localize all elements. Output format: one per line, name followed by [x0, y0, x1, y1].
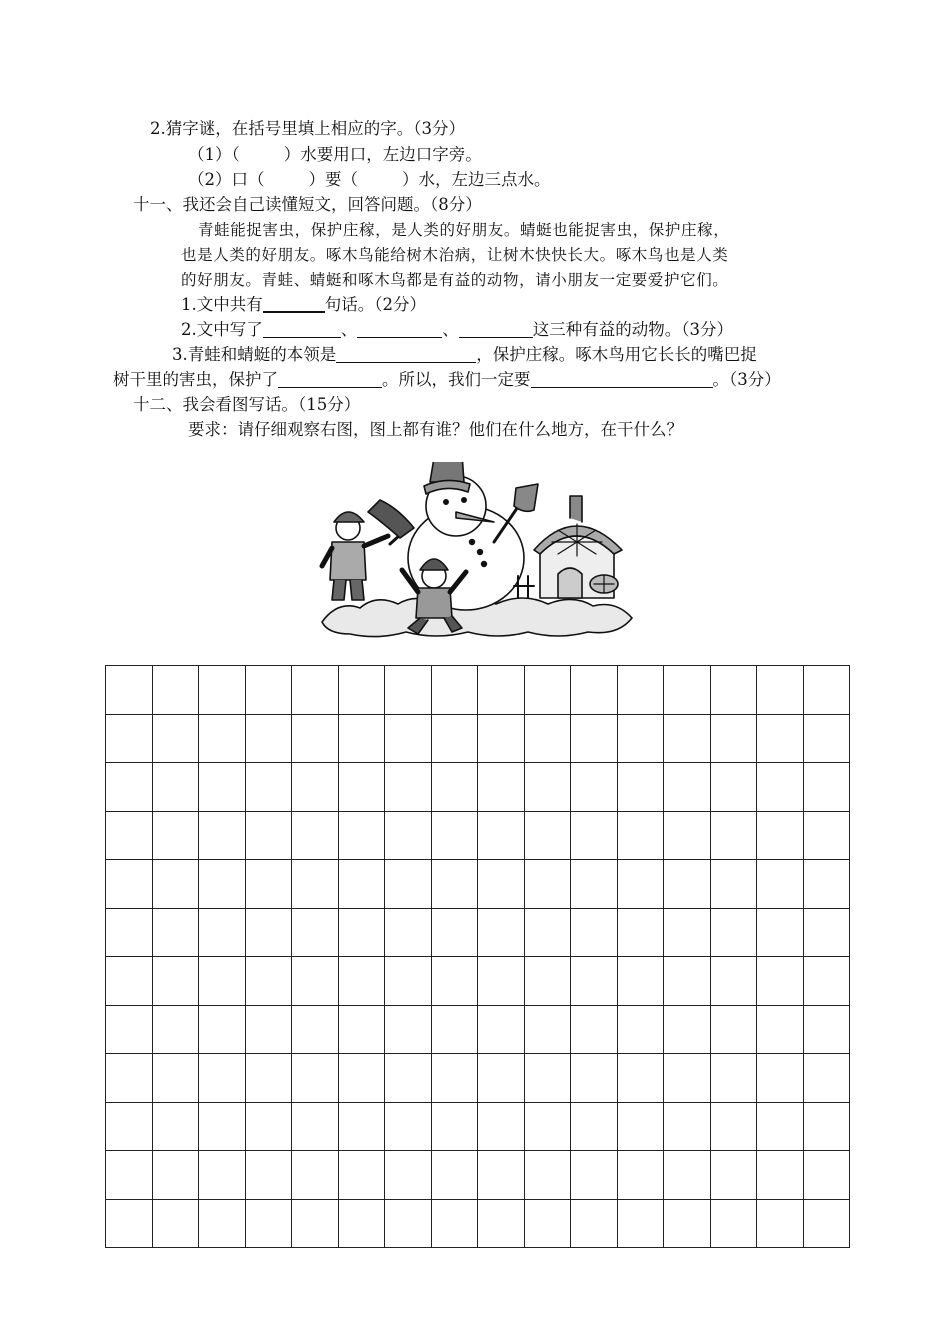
- grid-cell[interactable]: [431, 666, 478, 715]
- grid-cell[interactable]: [152, 666, 199, 715]
- grid-cell[interactable]: [478, 1005, 525, 1054]
- grid-cell[interactable]: [385, 714, 432, 763]
- grid-cell[interactable]: [757, 908, 804, 957]
- grid-cell[interactable]: [245, 1005, 292, 1054]
- grid-cell[interactable]: [431, 714, 478, 763]
- grid-cell[interactable]: [803, 957, 850, 1006]
- q11-2-start: 2.文中写了: [181, 320, 263, 339]
- grid-cell[interactable]: [617, 860, 664, 909]
- grid-cell[interactable]: [385, 957, 432, 1006]
- grid-cell[interactable]: [524, 666, 571, 715]
- grid-cell[interactable]: [710, 1151, 757, 1200]
- grid-cell[interactable]: [152, 714, 199, 763]
- grid-cell[interactable]: [199, 1005, 246, 1054]
- grid-cell[interactable]: [803, 860, 850, 909]
- grid-cell[interactable]: [106, 1199, 153, 1248]
- grid-cell[interactable]: [385, 908, 432, 957]
- grid-cell[interactable]: [106, 957, 153, 1006]
- grid-cell[interactable]: [524, 957, 571, 1006]
- grid-cell[interactable]: [803, 763, 850, 812]
- grid-cell[interactable]: [431, 1151, 478, 1200]
- grid-cell[interactable]: [803, 1005, 850, 1054]
- question-11-3-line-2: [113, 369, 781, 391]
- grid-cell[interactable]: [292, 811, 339, 860]
- passage-line-3: 的好朋友。青蛙、蜻蜓和啄木鸟都是有益的动物，请小朋友一定要爱护它们。: [181, 271, 729, 289]
- grid-cell[interactable]: [152, 1054, 199, 1103]
- section-11-title: 十一、我还会自己读懂短文，回答问题。（8分）: [133, 195, 482, 214]
- grid-row: [106, 1199, 850, 1248]
- grid-cell[interactable]: [571, 763, 618, 812]
- grid-cell[interactable]: [385, 1102, 432, 1151]
- grid-cell[interactable]: [385, 666, 432, 715]
- grid-cell[interactable]: [292, 666, 339, 715]
- grid-cell[interactable]: [617, 666, 664, 715]
- grid-cell[interactable]: [338, 1102, 385, 1151]
- grid-cell[interactable]: [478, 908, 525, 957]
- grid-cell[interactable]: [571, 908, 618, 957]
- protect-blank[interactable]: [278, 371, 382, 388]
- snowman-children-house-illustration: [318, 462, 636, 642]
- grid-cell[interactable]: [245, 1102, 292, 1151]
- grid-cell[interactable]: [292, 1151, 339, 1200]
- grid-cell[interactable]: [152, 957, 199, 1006]
- grid-cell[interactable]: [524, 714, 571, 763]
- grid-cell[interactable]: [292, 860, 339, 909]
- q11-2-end: 这三种有益的动物。（3分）: [532, 320, 733, 339]
- passage-line-2: 也是人类的好朋友。啄木鸟能给树木治病，让树木快快长大。啄木鸟也是人类: [181, 246, 729, 264]
- grid-cell[interactable]: [106, 763, 153, 812]
- grid-cell[interactable]: [245, 1199, 292, 1248]
- grid-cell[interactable]: [431, 1054, 478, 1103]
- section-12-title: 十二、我会看图写话。（15分）: [133, 395, 361, 414]
- grid-cell[interactable]: [524, 908, 571, 957]
- grid-cell[interactable]: [292, 763, 339, 812]
- grid-cell[interactable]: [431, 908, 478, 957]
- grid-cell[interactable]: [664, 957, 711, 1006]
- grid-cell[interactable]: [478, 714, 525, 763]
- grid-cell[interactable]: [199, 908, 246, 957]
- grid-cell[interactable]: [617, 957, 664, 1006]
- grid-cell[interactable]: [338, 763, 385, 812]
- must-blank[interactable]: [531, 371, 713, 388]
- grid-row: [106, 714, 850, 763]
- grid-cell[interactable]: [803, 811, 850, 860]
- grid-cell[interactable]: [757, 1005, 804, 1054]
- grid-cell[interactable]: [664, 666, 711, 715]
- grid-cell[interactable]: [617, 811, 664, 860]
- grid-cell[interactable]: [664, 1151, 711, 1200]
- grid-cell[interactable]: [431, 957, 478, 1006]
- grid-cell[interactable]: [617, 763, 664, 812]
- grid-cell[interactable]: [710, 763, 757, 812]
- grid-cell[interactable]: [664, 908, 711, 957]
- grid-cell[interactable]: [571, 666, 618, 715]
- writing-requirement: 要求：请仔细观察右图，图上都有谁？他们在什么地方，在干什么？: [188, 420, 683, 439]
- grid-cell[interactable]: [338, 860, 385, 909]
- grid-cell[interactable]: [710, 860, 757, 909]
- animal-blank-2[interactable]: [357, 321, 442, 338]
- grid-cell[interactable]: [245, 763, 292, 812]
- grid-cell[interactable]: [757, 714, 804, 763]
- grid-cell[interactable]: [152, 763, 199, 812]
- riddle-2-start: （2）口（: [188, 170, 265, 189]
- grid-cell[interactable]: [664, 1102, 711, 1151]
- grid-cell[interactable]: [757, 957, 804, 1006]
- grid-cell[interactable]: [664, 763, 711, 812]
- grid-cell[interactable]: [338, 1005, 385, 1054]
- grid-cell[interactable]: [106, 714, 153, 763]
- q11-1-end: 句话。（2分）: [324, 295, 426, 314]
- q11-1-start: 1.文中共有: [181, 295, 263, 314]
- grid-cell[interactable]: [664, 1005, 711, 1054]
- grid-cell[interactable]: [152, 860, 199, 909]
- grid-row: [106, 908, 850, 957]
- grid-cell[interactable]: [617, 1151, 664, 1200]
- grid-cell[interactable]: [757, 1102, 804, 1151]
- grid-cell[interactable]: [292, 1199, 339, 1248]
- grid-cell[interactable]: [710, 1199, 757, 1248]
- grid-cell[interactable]: [478, 763, 525, 812]
- skill-blank[interactable]: [336, 346, 476, 363]
- grid-cell[interactable]: [571, 860, 618, 909]
- grid-cell[interactable]: [571, 1102, 618, 1151]
- grid-cell[interactable]: [524, 763, 571, 812]
- grid-cell[interactable]: [152, 1151, 199, 1200]
- grid-cell[interactable]: [524, 1151, 571, 1200]
- grid-cell[interactable]: [803, 666, 850, 715]
- riddle-1: [188, 144, 482, 166]
- grid-cell[interactable]: [478, 1199, 525, 1248]
- grid-row: [106, 1151, 850, 1200]
- grid-cell[interactable]: [710, 1005, 757, 1054]
- grid-row: [106, 957, 850, 1006]
- grid-cell[interactable]: [571, 957, 618, 1006]
- grid-cell[interactable]: [571, 1151, 618, 1200]
- grid-cell[interactable]: [199, 763, 246, 812]
- grid-cell[interactable]: [292, 908, 339, 957]
- grid-cell[interactable]: [617, 1102, 664, 1151]
- grid-cell[interactable]: [617, 908, 664, 957]
- grid-cell[interactable]: [199, 1199, 246, 1248]
- passage-line-1: 青蛙能捉害虫，保护庄稼，是人类的好朋友。蜻蜓也能捉害虫，保护庄稼，: [198, 221, 730, 239]
- grid-cell[interactable]: [803, 908, 850, 957]
- grid-cell[interactable]: [292, 714, 339, 763]
- separator-2: 、: [442, 320, 459, 339]
- grid-cell[interactable]: [757, 1054, 804, 1103]
- grid-cell[interactable]: [106, 1005, 153, 1054]
- grid-cell[interactable]: [431, 860, 478, 909]
- grid-cell[interactable]: [803, 1102, 850, 1151]
- grid-cell[interactable]: [431, 763, 478, 812]
- grid-cell[interactable]: [199, 811, 246, 860]
- grid-cell[interactable]: [431, 1102, 478, 1151]
- grid-cell[interactable]: [617, 1005, 664, 1054]
- grid-cell[interactable]: [710, 714, 757, 763]
- grid-cell[interactable]: [431, 1005, 478, 1054]
- grid-cell[interactable]: [617, 1054, 664, 1103]
- separator-1: 、: [340, 320, 358, 339]
- grid-cell[interactable]: [199, 860, 246, 909]
- question-11-1: [181, 294, 426, 316]
- grid-cell[interactable]: [199, 1102, 246, 1151]
- grid-row: [106, 1054, 850, 1103]
- grid-cell[interactable]: [245, 666, 292, 715]
- grid-cell[interactable]: [524, 811, 571, 860]
- grid-cell[interactable]: [757, 763, 804, 812]
- grid-cell[interactable]: [385, 1005, 432, 1054]
- grid-cell[interactable]: [524, 1102, 571, 1151]
- question-11-3-line-1: [172, 344, 757, 366]
- grid-cell[interactable]: [710, 1102, 757, 1151]
- grid-cell[interactable]: [431, 811, 478, 860]
- grid-cell[interactable]: [571, 714, 618, 763]
- grid-cell[interactable]: [152, 908, 199, 957]
- grid-cell[interactable]: [245, 908, 292, 957]
- grid-cell[interactable]: [431, 1199, 478, 1248]
- grid-cell[interactable]: [292, 1102, 339, 1151]
- grid-cell[interactable]: [245, 957, 292, 1006]
- animal-blank-3[interactable]: [459, 321, 533, 338]
- grid-cell[interactable]: [710, 811, 757, 860]
- grid-row: [106, 1005, 850, 1054]
- grid-row: [106, 860, 850, 909]
- grid-cell[interactable]: [338, 908, 385, 957]
- grid-cell[interactable]: [199, 1054, 246, 1103]
- grid-cell[interactable]: [664, 860, 711, 909]
- grid-cell[interactable]: [245, 811, 292, 860]
- grid-cell[interactable]: [245, 1054, 292, 1103]
- grid-row: [106, 763, 850, 812]
- grid-cell[interactable]: [106, 860, 153, 909]
- grid-cell[interactable]: [292, 957, 339, 1006]
- grid-cell[interactable]: [803, 1199, 850, 1248]
- grid-cell[interactable]: [199, 1151, 246, 1200]
- grid-cell[interactable]: [617, 714, 664, 763]
- grid-cell[interactable]: [385, 1199, 432, 1248]
- question-2-title: 2.猜字谜，在括号里填上相应的字。（3分）: [150, 119, 465, 138]
- riddle-2-end: ）水，左边三点水。: [402, 170, 551, 189]
- grid-cell[interactable]: [710, 666, 757, 715]
- grid-cell[interactable]: [803, 1054, 850, 1103]
- grid-cell[interactable]: [664, 714, 711, 763]
- sentence-count-blank[interactable]: [263, 295, 325, 313]
- riddle-1-start: （1）（: [188, 145, 240, 164]
- grid-cell[interactable]: [152, 1199, 199, 1248]
- grid-cell[interactable]: [524, 1199, 571, 1248]
- grid-cell[interactable]: [245, 1151, 292, 1200]
- grid-cell[interactable]: [106, 908, 153, 957]
- grid-cell[interactable]: [478, 957, 525, 1006]
- riddle-2: [188, 169, 551, 191]
- q11-3-start: 3.青蛙和蜻蜓的本领是: [172, 345, 337, 364]
- grid-cell[interactable]: [757, 811, 804, 860]
- writing-grid: [105, 665, 850, 1248]
- riddle-2-middle: ）要（: [308, 170, 358, 189]
- grid-row: [106, 811, 850, 860]
- grid-cell[interactable]: [245, 714, 292, 763]
- grid-cell[interactable]: [106, 1151, 153, 1200]
- grid-cell[interactable]: [571, 811, 618, 860]
- grid-cell[interactable]: [245, 860, 292, 909]
- grid-cell[interactable]: [571, 1199, 618, 1248]
- q11-3-end: 。（3分）: [712, 370, 781, 389]
- grid-cell[interactable]: [664, 1054, 711, 1103]
- grid-cell[interactable]: [338, 666, 385, 715]
- grid-cell[interactable]: [617, 1199, 664, 1248]
- grid-cell[interactable]: [524, 1005, 571, 1054]
- riddle-1-end: ）水要用口，左边口字旁。: [283, 145, 482, 164]
- grid-cell[interactable]: [757, 1199, 804, 1248]
- grid-row: [106, 1102, 850, 1151]
- grid-cell[interactable]: [152, 811, 199, 860]
- grid-cell[interactable]: [710, 957, 757, 1006]
- grid-cell[interactable]: [478, 666, 525, 715]
- grid-cell[interactable]: [757, 860, 804, 909]
- grid-row: [106, 666, 850, 715]
- grid-cell[interactable]: [478, 811, 525, 860]
- grid-cell[interactable]: [106, 811, 153, 860]
- grid-cell[interactable]: [338, 1199, 385, 1248]
- animal-blank-1[interactable]: [263, 321, 341, 338]
- grid-cell[interactable]: [478, 1054, 525, 1103]
- q11-3-cont: 树干里的害虫，保护了: [113, 370, 278, 389]
- grid-cell[interactable]: [199, 957, 246, 1006]
- grid-cell[interactable]: [803, 1151, 850, 1200]
- grid-cell[interactable]: [152, 1005, 199, 1054]
- grid-cell[interactable]: [524, 860, 571, 909]
- grid-cell[interactable]: [757, 1151, 804, 1200]
- grid-cell[interactable]: [524, 1054, 571, 1103]
- grid-cell[interactable]: [385, 1151, 432, 1200]
- grid-cell[interactable]: [710, 1054, 757, 1103]
- q11-3-so: 。所以，我们一定要: [382, 370, 531, 389]
- grid-cell[interactable]: [571, 1054, 618, 1103]
- grid-cell[interactable]: [478, 1151, 525, 1200]
- grid-cell[interactable]: [478, 860, 525, 909]
- question-11-2: [181, 319, 733, 341]
- grid-cell[interactable]: [338, 714, 385, 763]
- grid-cell[interactable]: [710, 908, 757, 957]
- grid-cell[interactable]: [292, 1005, 339, 1054]
- grid-cell[interactable]: [106, 666, 153, 715]
- grid-cell[interactable]: [338, 1054, 385, 1103]
- grid-cell[interactable]: [106, 1102, 153, 1151]
- grid-cell[interactable]: [106, 1054, 153, 1103]
- grid-cell[interactable]: [199, 666, 246, 715]
- grid-cell[interactable]: [199, 714, 246, 763]
- grid-cell[interactable]: [664, 811, 711, 860]
- grid-cell[interactable]: [338, 957, 385, 1006]
- grid-cell[interactable]: [152, 1102, 199, 1151]
- grid-cell[interactable]: [385, 860, 432, 909]
- grid-cell[interactable]: [292, 1054, 339, 1103]
- grid-cell[interactable]: [385, 1054, 432, 1103]
- grid-cell[interactable]: [385, 763, 432, 812]
- grid-cell[interactable]: [338, 811, 385, 860]
- grid-cell[interactable]: [385, 811, 432, 860]
- q11-3-middle: ，保护庄稼。啄木鸟用它长长的嘴巴捉: [476, 345, 757, 364]
- grid-cell[interactable]: [664, 1199, 711, 1248]
- grid-cell[interactable]: [803, 714, 850, 763]
- grid-cell[interactable]: [478, 1102, 525, 1151]
- grid-cell[interactable]: [757, 666, 804, 715]
- grid-cell[interactable]: [338, 1151, 385, 1200]
- grid-cell[interactable]: [571, 1005, 618, 1054]
